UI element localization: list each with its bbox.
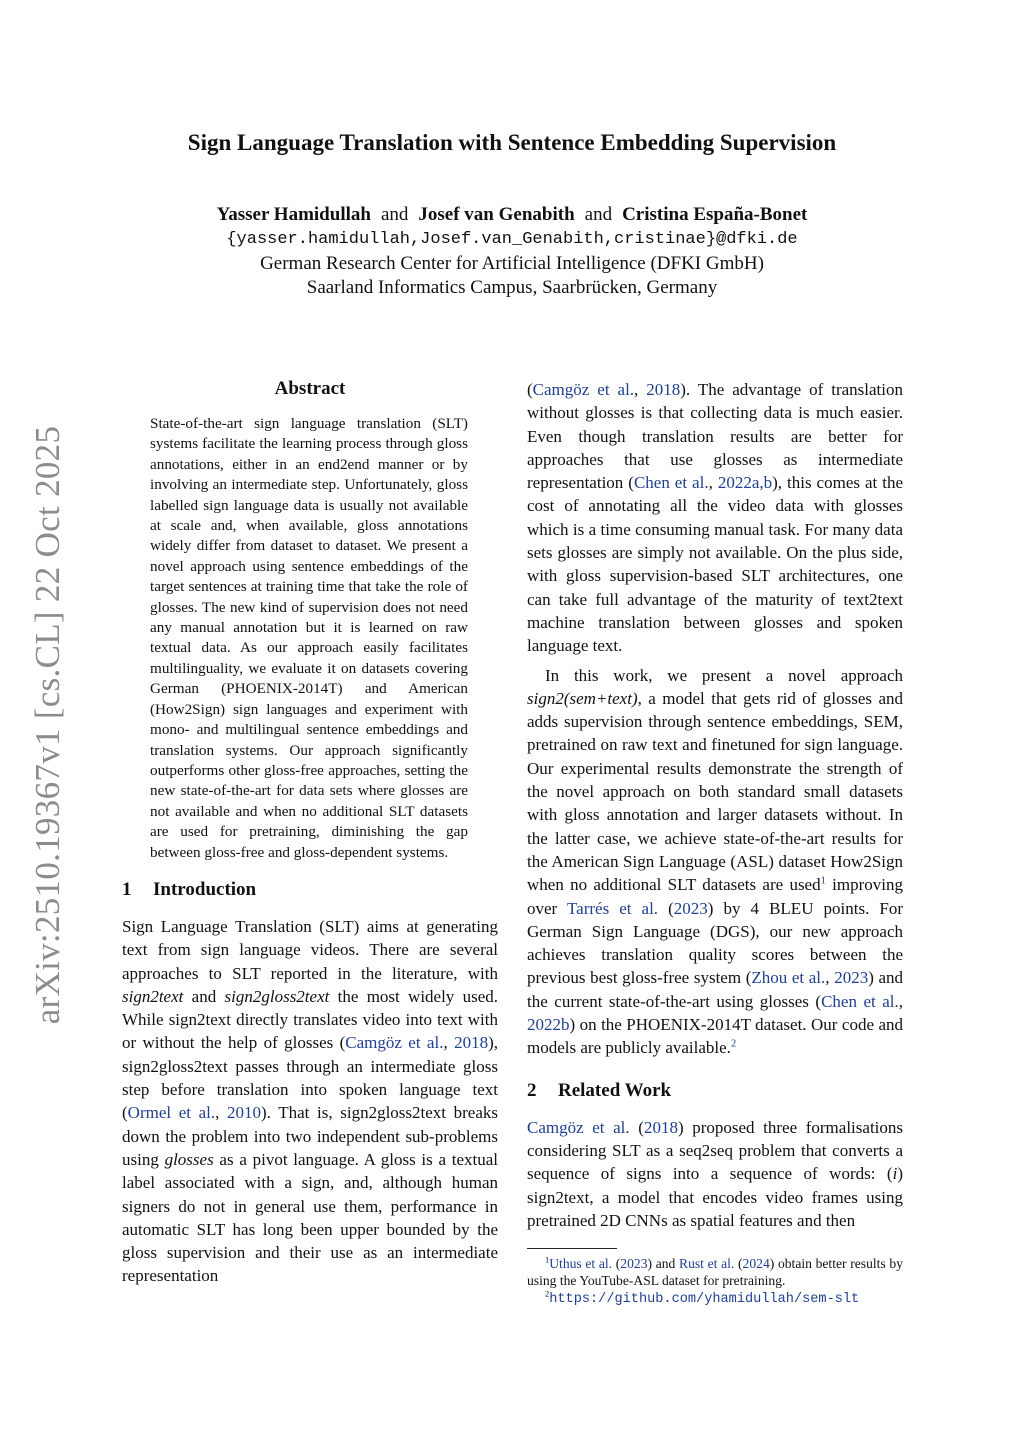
intro-paragraph-2: In this work, we present a novel approach sign2(sem+text), a model that gets rid of glosses and adds supervision through sentence embeddings, SEM, pretrained on raw text and finetuned for sign language. Our experimental results demonstrate the strength of the novel approach on both standard small datasets with gloss annotation and larger datasets without. In the latter case, we achieve state-of-the-art results for the American Sign Language (ASL) dataset How2Sign when no additional SLT datasets are used$^1$ improving over Tarrés et al. (2023) by 4 BLEU points. For German Sign Language (DGS), our new approach achieves translation quality scores between the previous best gloss-free system (Zhou et al., 2023) and the current state-of-the-art using glosses (Chen et al., 2022b) on the PHOENIX-2014T dataset. Our code and models are publicly available.$^2$ [527,665,904,1058]
emphasis: sign2text [122,986,184,1006]
citation-year-link[interactable]: 2010 [227,1103,262,1123]
citation-year-link[interactable]: 2018 [454,1033,489,1053]
citation-year-link[interactable]: 2023 [620,1256,648,1272]
author-name: Josef van Genabith [418,204,575,225]
citation-year-link[interactable]: 2022b [527,1015,570,1035]
section-number: 2 [527,1079,537,1101]
arxiv-id-text: arXiv:2510.19367v1 [cs.CL] 22 Oct 2025 [28,425,67,1025]
intro-paragraph-1: Sign Language Translation (SLT) aims at generating text from sign language videos. There are several approaches to SLT reported in the literature, with sign2text and sign2gloss2text the most widely used. While sign2text directly translates video into text with or without the help of glosses (Camgöz et al., 2018), sign2gloss2text passes through an intermediate gloss step before translation into spoken language text (Ormel et al., 2010). That is, sign2gloss2text breaks down the problem into two independent sub-problems using glosses as a pivot language. A gloss is a textual label associated with a sign, and, although human signers do not in general use them, performance in automatic SLT has long been upper bounded by the gloss supervision and their use as an intermediate representation [122,916,499,1286]
author-affiliation: German Research Center for Artificial Intelligence (DFKI GmbH) [260,253,764,274]
author-name: Yasser Hamidullah [216,204,371,225]
footnote-divider [527,1248,617,1249]
left-column [122,378,498,1288]
author-location: Saarland Informatics Campus, Saarbrücken, Germany [306,277,718,298]
footnote-number: 2 [545,1288,550,1299]
citation-link[interactable]: Rust et al. [679,1256,735,1272]
citation-link[interactable]: Uthus et al. [549,1256,613,1272]
citation-link[interactable]: Chen et al. [633,473,709,493]
author-separator: and [584,204,613,225]
abstract-heading: Abstract [274,378,346,399]
section-number: 1 [122,878,132,900]
author-line [0,204,1024,226]
emphasis: i [892,1164,898,1184]
footnote-number: 1 [545,1254,550,1265]
section-heading-introduction [122,879,498,901]
section-title: Introduction [153,878,257,900]
citation-year-link[interactable]: 2022a,b [717,473,773,493]
section-title: Related Work [558,1079,672,1101]
right-column [527,378,903,1308]
citation-link[interactable]: Ormel et al. [127,1103,216,1123]
citation-year-link[interactable]: 2018 [646,380,681,399]
intro-paragraph-1-continued: (Camgöz et al., 2018). The advantage of translation without glosses is that collecting data is much easier. Even though translation results are better for approaches that use glosses as intermediate representation (Chen et al., 2022a,b), this comes at the cost of annotating all the video data with glosses which is a time consuming manual task. For many data sets glosses are simply not available. On the plus side, with gloss supervision-based SLT architectures, one can take full advantage of the maturity of text2text machine translation between glosses and spoken language text. [527,380,903,656]
footnote-marker-link[interactable]: 1 [820,875,826,887]
emphasis: sign2(sem+text) [527,688,638,708]
citation-link[interactable]: Chen et al. [821,991,899,1011]
citation-link[interactable]: Zhou et al. [751,968,826,988]
citation-link[interactable]: Camgöz et al. [532,380,635,399]
footnote-1: $^1$Uthus et al. (2023) and Rust et al. (2024) obtain better results by using the YouTube-ASL dataset for pretraining. [527,1254,903,1289]
related-paragraph-1: Camgöz et al. (2018) proposed three formalisations considering SLT as a seq2seq problem that converts a sequence of signs into a sequence of words: (i) sign2text, a model that encodes video frames using pretrained 2D CNNs as spatial features and then [527,1117,903,1230]
citation-year-link[interactable]: 2018 [643,1117,678,1137]
abstract-section [122,378,498,863]
paper-title: Sign Language Translation with Sentence Embedding Supervision [187,130,837,155]
emphasis: glosses [164,1149,214,1169]
citation-year-link[interactable]: 2024 [742,1256,770,1272]
footnotes [527,1248,903,1308]
emphasis: sign2gloss2text [224,986,330,1006]
footnote-marker-link[interactable]: 2 [730,1038,737,1050]
citation-year-link[interactable]: 2023 [673,898,708,918]
section-heading-related-work [527,1080,903,1102]
citation-link[interactable]: Tarrés et al. [566,898,659,918]
author-name: Cristina España-Bonet [622,204,808,225]
citation-link[interactable]: Camgöz et al. [527,1117,630,1137]
footnote-2 [527,1289,903,1308]
abstract-body: State-of-the-art sign language translation (SLT) systems facilitate the learning process through gloss annotations, either in an end2end manner or by involving an intermediate step. Unfortunately, gloss labelled sign language data is usually not available at scale and, when available, gloss annotations widely differ from dataset to dataset. We present a novel approach using sentence embeddings of the target sentences at training time that take the role of glosses. The new kind of supervision does not need any manual annotation but it is learned on raw textual data. As our approach easily facilitates multilinguality, we evaluate it on datasets covering German (PHOENIX-2014T) and American (How2Sign) sign languages and experiment with mono- and multilingual sentence embeddings and translation systems. Our approach significantly outperforms other gloss-free approaches, setting the new state-of-the-art for data sets where glosses are not available and when no additional SLT datasets are used for pretraining, diminishing the gap between gloss-free and gloss-dependent systems. [150,415,468,861]
repository-url-link[interactable]: https://github.com/yhamidullah/sem-slt [549,1292,860,1308]
author-separator: and [380,204,409,225]
citation-link[interactable]: Camgöz et al. [345,1033,444,1053]
author-emails: {yasser.hamidullah,Josef.van_Genabith,cristinae}@dfki.de [226,230,798,249]
citation-year-link[interactable]: 2023 [834,968,869,988]
